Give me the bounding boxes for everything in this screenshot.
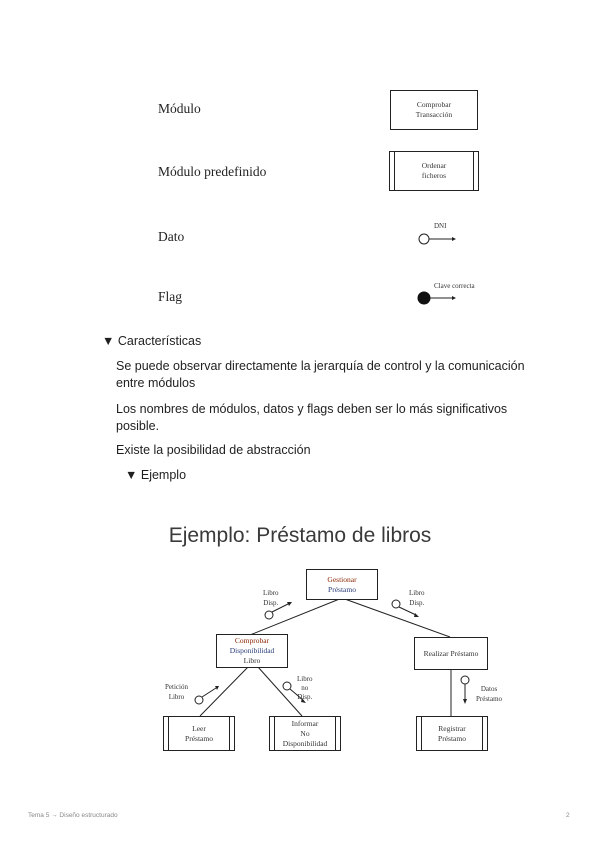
module-comprobar-line2: Disponibilidad	[229, 646, 275, 655]
paragraph-jerarquia: Se puede observar directamente la jerarquía de control y la comunicación entre módulos	[116, 359, 525, 390]
module-leer-line1: Leer	[192, 723, 206, 733]
diagram-title: Ejemplo: Préstamo de libros	[168, 524, 432, 547]
module-realizar-line1: Realizar Préstamo	[423, 648, 479, 658]
module-informar-line3: Disponibilidad	[282, 738, 328, 748]
footer-breadcrumb: Tema 5 → Diseño estructurado	[28, 812, 118, 819]
legend-flag-label: Flag	[158, 289, 183, 304]
module-registrar-line1: Registrar	[438, 723, 466, 733]
legend-flag-tag: Clave correcta	[434, 282, 475, 290]
module-informar-no-disponibilidad	[269, 716, 341, 751]
module-registrar-prestamo	[416, 716, 488, 751]
data-libro-no-disp-line2: no	[301, 684, 309, 692]
data-peticion-line1: Petición	[165, 683, 188, 691]
module-gestionar-prestamo	[306, 569, 378, 600]
module-leer-line2: Préstamo	[185, 733, 213, 743]
module-comprobar-line1: Comprobar	[234, 636, 270, 645]
data-libro-disp-left	[263, 588, 279, 608]
data-libro-disp-right-line2: Disp.	[409, 599, 425, 607]
data-libro-disp-left-line1: Libro	[263, 589, 279, 597]
data-libro-no-disp-line3: Disp.	[297, 693, 313, 701]
legend-modulo-box-line1: Comprobar	[416, 100, 452, 109]
legend-modulo-box-line2: Transacción	[415, 110, 453, 119]
toggle-ejemplo-arrow-icon: ▼	[125, 468, 138, 482]
legend-predef-box-line1: Ordenar	[421, 161, 447, 170]
module-comprobar-disponibilidad	[216, 634, 288, 668]
toggle-caracteristicas-label: Características	[117, 334, 202, 348]
module-comprobar-line3: Libro	[243, 656, 261, 665]
toggle-caracteristicas-arrow-icon: ▼	[102, 334, 115, 348]
module-registrar-line2: Préstamo	[438, 733, 466, 743]
legend-dato-tag: DNI	[434, 222, 447, 230]
data-libro-no-disp	[297, 675, 313, 702]
data-libro-disp-right-line1: Libro	[409, 589, 425, 597]
module-informar-line2: No	[300, 728, 310, 738]
module-informar-line1: Informar	[291, 718, 319, 728]
footer-page-number: 2	[566, 812, 570, 819]
module-gestionar-line1: Gestionar	[327, 574, 357, 584]
legend-modulo-label: Módulo	[158, 101, 201, 116]
toggle-ejemplo-label: Ejemplo	[140, 468, 187, 482]
data-datos-line1: Datos	[480, 685, 498, 693]
paragraph-nombres: Los nombres de módulos, datos y flags deben ser lo más significativos posible.	[116, 402, 508, 433]
data-libro-disp-right	[409, 588, 425, 608]
data-libro-no-disp-line1: Libro	[297, 675, 313, 683]
legend-predef-box-line2: ficheros	[421, 171, 447, 180]
data-datos-line2: Préstamo	[476, 695, 503, 703]
data-libro-disp-left-line2: Disp.	[263, 599, 279, 607]
module-leer-prestamo	[163, 716, 235, 751]
data-peticion-libro	[165, 682, 188, 702]
legend-dato-label: Dato	[158, 229, 185, 244]
data-peticion-line2: Libro	[168, 693, 185, 701]
module-gestionar-line2: Préstamo	[328, 584, 356, 594]
legend-predef-label: Módulo predefinido	[158, 164, 267, 179]
data-datos-prestamo	[476, 684, 502, 704]
paragraph-abstraccion: Existe la posibilidad de abstracción	[116, 443, 311, 457]
module-realizar-prestamo	[414, 637, 488, 670]
